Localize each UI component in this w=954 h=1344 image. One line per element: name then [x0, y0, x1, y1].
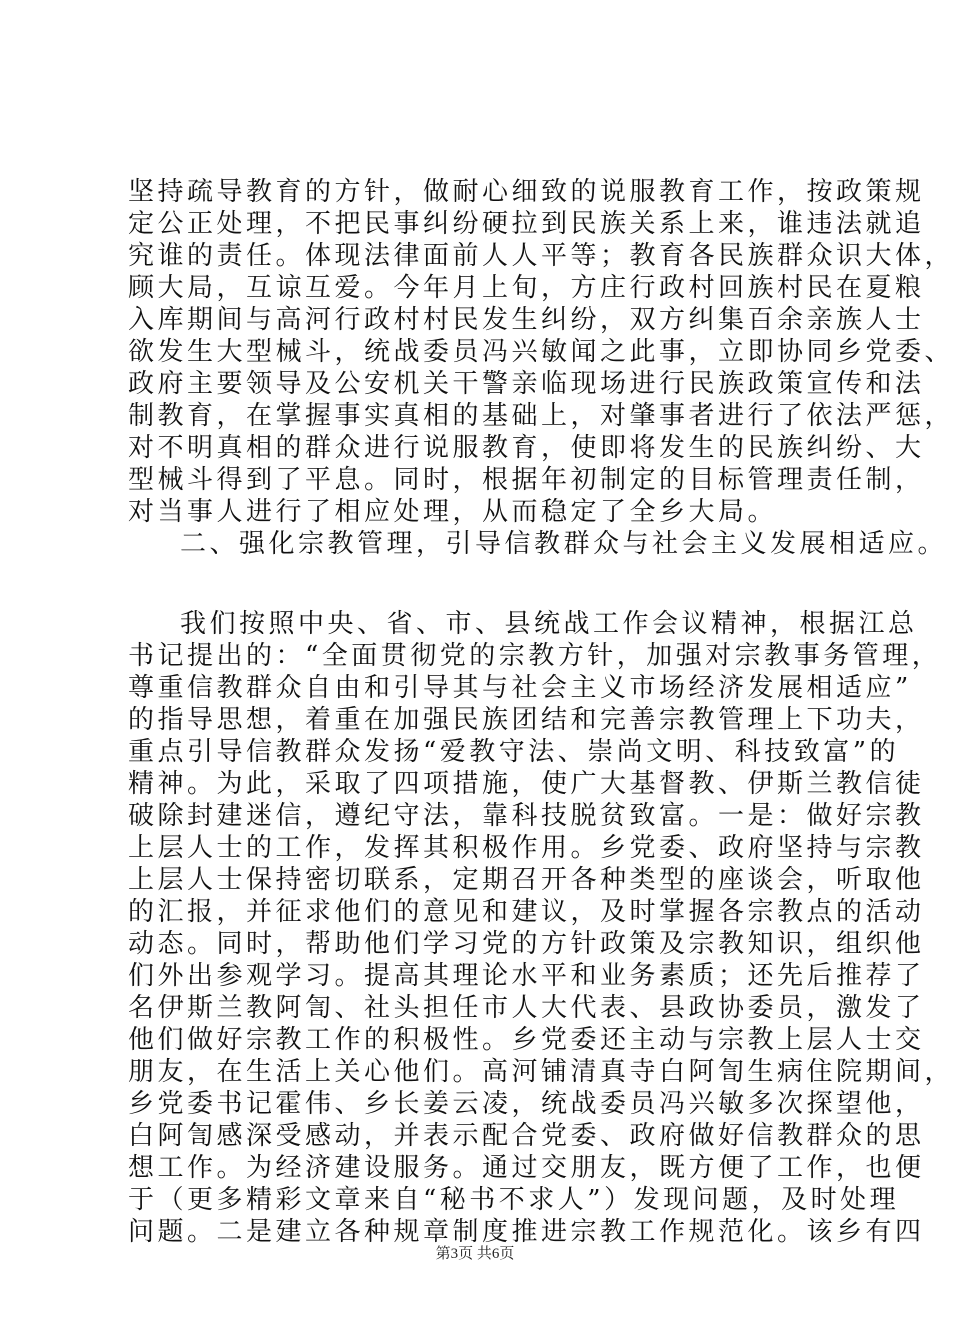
section-heading: 二、强化宗教管理，引导信教群众与社会主义发展相适应。 — [180, 529, 948, 559]
text-line: 顾大局，互谅互爱。今年月上旬，方庄行政村回族村民在夏粮 — [128, 273, 925, 303]
text-line: 制教育，在掌握事实真相的基础上，对肇事者进行了依法严惩， — [128, 401, 954, 431]
text-line: 的汇报，并征求他们的意见和建议，及时掌握各宗教点的活动 — [128, 897, 925, 927]
text-line: 想工作。为经济建设服务。通过交朋友，既方便了工作，也便 — [128, 1153, 925, 1183]
text-line: 上层人士的工作，发挥其积极作用。乡党委、政府坚持与宗教 — [128, 833, 925, 863]
text-line: 入库期间与高河行政村村民发生纠纷，双方纠集百余亲族人士 — [128, 305, 925, 335]
text-line: 精神。为此，采取了四项措施，使广大基督教、伊斯兰教信徒 — [128, 769, 925, 799]
text-line: 于（更多精彩文章来自“秘书不求人”）发现问题，及时处理 — [128, 1185, 900, 1215]
text-line: 破除封建迷信，遵纪守法，靠科技脱贫致富。一是：做好宗教 — [128, 801, 925, 831]
text-line: 对不明真相的群众进行说服教育，使即将发生的民族纠纷、大 — [128, 433, 925, 463]
text-line: 重点引导信教群众发扬“爱教守法、崇尚文明、科技致富”的 — [128, 737, 900, 767]
paragraph-gap — [128, 560, 834, 608]
text-line: 动态。同时，帮助他们学习党的方针政策及宗教知识，组织他 — [128, 929, 925, 959]
text-line: 型械斗得到了平息。同时，根据年初制定的目标管理责任制， — [128, 465, 925, 495]
text-line: 的指导思想，着重在加强民族团结和完善宗教管理上下功夫， — [128, 705, 925, 735]
text-line: 我们按照中央、省、市、县统战工作会议精神，根据江总 — [180, 609, 918, 639]
page-footer: 第3页 共6页 — [435, 1246, 515, 1262]
text-line: 定公正处理，不把民事纠纷硬拉到民族关系上来，谁违法就追 — [128, 209, 925, 239]
text-line: 朋友，在生活上关心他们。高河铺清真寺白阿訇生病住院期间， — [128, 1057, 954, 1087]
document-body — [128, 176, 954, 1248]
text-line: 究谁的责任。体现法律面前人人平等；教育各民族群众识大体， — [128, 241, 954, 271]
text-line: 白阿訇感深受感动，并表示配合党委、政府做好信教群众的思 — [128, 1121, 925, 1151]
text-line: 问题。二是建立各种规章制度推进宗教工作规范化。该乡有四 — [128, 1217, 925, 1247]
text-line: 书记提出的：“全面贯彻党的宗教方针，加强对宗教事务管理， — [128, 641, 942, 671]
text-line: 们外出参观学习。提高其理论水平和业务素质；还先后推荐了 — [128, 961, 925, 991]
text-line: 乡党委书记霍伟、乡长姜云凌，统战委员冯兴敏多次探望他， — [128, 1089, 925, 1119]
text-line: 尊重信教群众自由和引导其与社会主义市场经济发展相适应” — [128, 673, 912, 703]
text-line: 坚持疏导教育的方针，做耐心细致的说服教育工作，按政策规 — [128, 177, 925, 207]
text-line: 名伊斯兰教阿訇、社头担任市人大代表、县政协委员，激发了 — [128, 993, 925, 1023]
text-line: 欲发生大型械斗，统战委员冯兴敏闻之此事，立即协同乡党委、 — [128, 337, 954, 367]
text-line: 上层人士保持密切联系，定期召开各种类型的座谈会，听取他 — [128, 865, 925, 895]
text-line: 他们做好宗教工作的积极性。乡党委还主动与宗教上层人士交 — [128, 1025, 925, 1055]
text-line: 政府主要领导及公安机关干警亲临现场进行民族政策宣传和法 — [128, 369, 925, 399]
paragraph-1 — [128, 176, 954, 528]
paragraph-2 — [128, 608, 954, 1248]
text-line: 对当事人进行了相应处理，从而稳定了全乡大局。 — [128, 497, 778, 527]
